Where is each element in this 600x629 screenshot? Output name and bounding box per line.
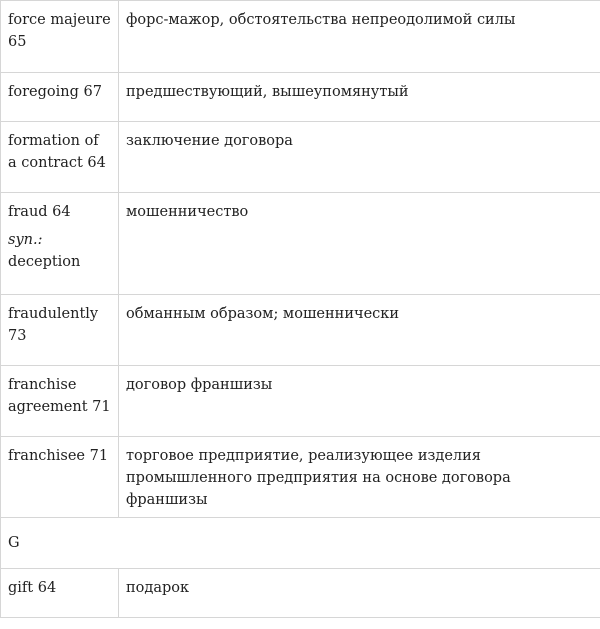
term-cell [1, 437, 119, 518]
term-text: fraudulently 73 [8, 306, 99, 344]
definition-text: обманным образом; мошеннически [126, 306, 400, 322]
definition-text: торговое предприятие, реализующее изделия промышленного предприятия на основе договора франшизы [126, 448, 511, 508]
definition-text: договор франшизы [126, 377, 273, 393]
definition-cell [119, 366, 600, 437]
table-row [1, 569, 600, 618]
table-row [1, 193, 600, 295]
term-text: franchise agreement 71 [8, 377, 111, 415]
definition-text: форс-мажор, обстоятельства непреодолимой силы [126, 12, 516, 28]
term-text: force majeure 65 [8, 12, 111, 50]
table-row [1, 73, 600, 122]
table-row [1, 122, 600, 193]
synonym-value: deception [8, 254, 81, 270]
section-letter-row [1, 518, 600, 569]
table-row [1, 366, 600, 437]
definition-cell [119, 1, 600, 73]
section-letter-cell [1, 518, 600, 569]
definition-cell [119, 295, 600, 366]
definition-cell [119, 437, 600, 518]
term-cell [1, 569, 119, 618]
term-text: franchisee 71 [8, 448, 109, 464]
definition-cell [119, 122, 600, 193]
definition-text: предшествующий, вышеупомянутый [126, 84, 409, 100]
definition-cell [119, 193, 600, 295]
section-letter: G [8, 535, 20, 551]
synonym-label: syn.: [8, 232, 43, 248]
table-row [1, 1, 600, 73]
term-cell [1, 73, 119, 122]
term-text: foregoing 67 [8, 84, 102, 100]
definition-text: подарок [126, 580, 190, 596]
term-text: formation of a contract 64 [8, 133, 106, 171]
term-cell [1, 1, 119, 73]
term-cell [1, 122, 119, 193]
table-row [1, 437, 600, 518]
definition-text: заключение договора [126, 133, 293, 149]
term-cell [1, 366, 119, 437]
definition-text: мошенничество [126, 204, 249, 220]
term-cell [1, 295, 119, 366]
term-text: fraud 64 [8, 204, 71, 220]
term-text: gift 64 [8, 580, 57, 596]
synonym [8, 229, 111, 273]
table-row [1, 295, 600, 366]
definition-cell [119, 73, 600, 122]
term-cell [1, 193, 119, 295]
definition-cell [119, 569, 600, 618]
